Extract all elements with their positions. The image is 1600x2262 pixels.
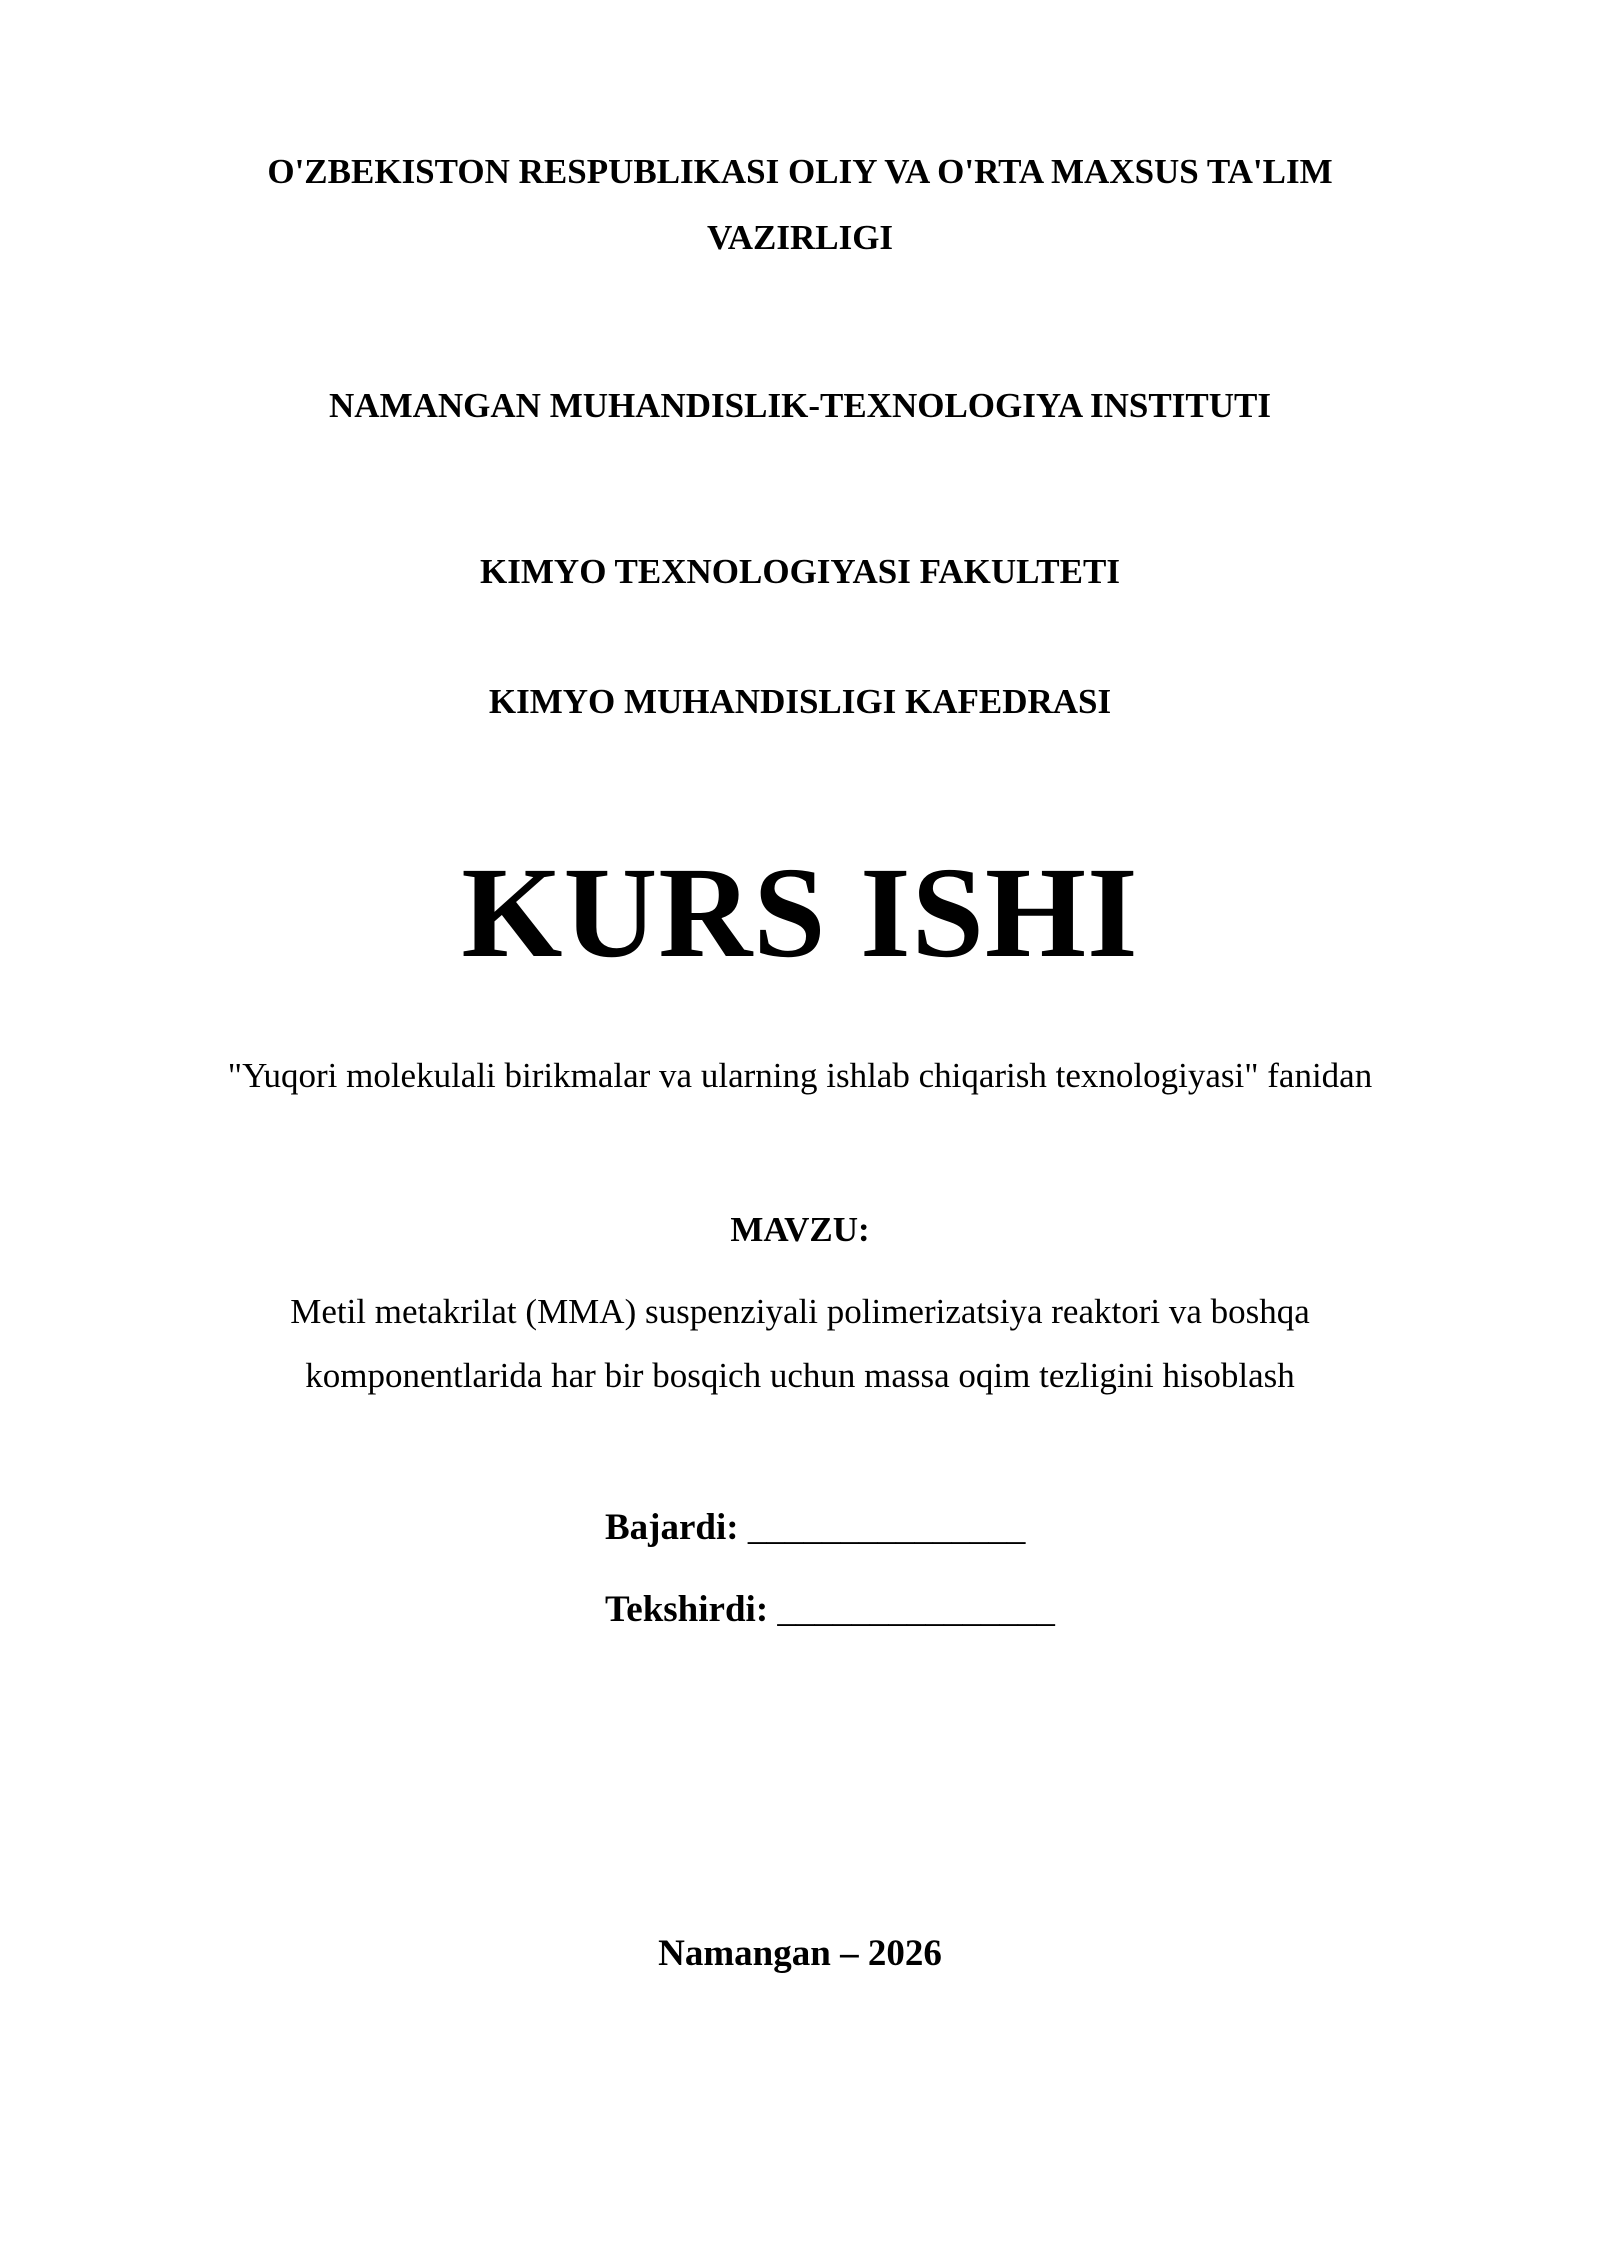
checked-by-row [605, 1588, 1055, 1631]
performed-by-label: Bajardi: [605, 1507, 739, 1548]
place-and-year: Namangan – 2026 [658, 1933, 942, 1974]
performed-by-blank: _______________ [747, 1507, 1026, 1548]
ministry-name-line-1: O'ZBEKISTON RESPUBLIKASI OLIY VA O'RTA MAXSUS TA'LIM [267, 152, 1333, 191]
topic-label: MAVZU: [730, 1210, 870, 1249]
faculty-name: KIMYO TEXNOLOGIYASI FAKULTETI [480, 552, 1120, 591]
topic-line-1: Metil metakrilat (MMA) suspenziyali polimerizatsiya reaktori va boshqa [290, 1292, 1310, 1331]
performed-by-row [605, 1506, 1025, 1549]
institute-name: NAMANGAN MUHANDISLIK-TEXNOLOGIYA INSTITUTI [329, 386, 1271, 425]
ministry-name-line-2: VAZIRLIGI [706, 218, 894, 257]
document-title: KURS ISHI [461, 841, 1139, 985]
checked-by-blank: _______________ [777, 1589, 1055, 1630]
checked-by-label: Tekshirdi: [605, 1589, 769, 1630]
topic-line-2: komponentlarida har bir bosqich uchun massa oqim tezligini hisoblash [305, 1356, 1295, 1395]
department-name: KIMYO MUHANDISLIGI KAFEDRASI [488, 682, 1112, 721]
subject-line: "Yuqori molekulali birikmalar va ularning ishlab chiqarish texnologiyasi" fanidan [227, 1056, 1373, 1095]
